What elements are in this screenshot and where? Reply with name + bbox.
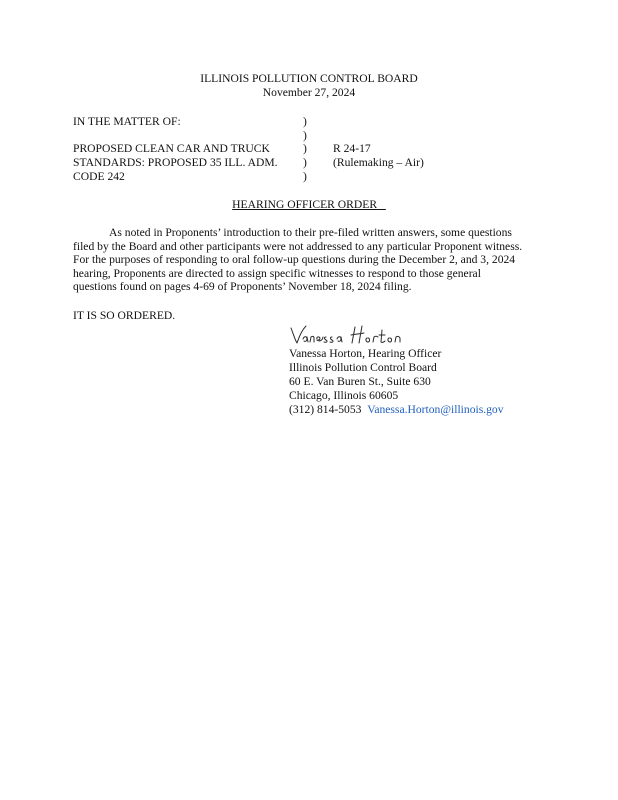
- body-line: questions found on pages 4-69 of Proponents’ November 18, 2024 filing.: [73, 280, 412, 293]
- proceeding-type: (Rulemaking – Air): [333, 156, 424, 169]
- signer-name-title: Vanessa Horton, Hearing Officer: [289, 347, 442, 360]
- order-title: [0, 198, 618, 212]
- signer-phone: (312) 814-5053: [289, 403, 362, 416]
- caption-paren: ): [303, 156, 307, 169]
- docket-number: R 24-17: [333, 142, 371, 155]
- caption-paren: ): [303, 129, 307, 142]
- caption-paren: ): [303, 170, 307, 183]
- signer-address-line-2: Chicago, Illinois 60605: [289, 389, 399, 402]
- body-line: hearing, Proponents are directed to assign specific witnesses to respond to those general: [73, 266, 481, 280]
- signer-email-link[interactable]: Vanessa.Horton@illinois.gov: [367, 403, 504, 416]
- body-line: For the purposes of responding to oral follow-up questions during the December 2, and 3, 2024: [73, 253, 516, 266]
- caption-paren: ): [303, 142, 307, 155]
- signer-address-line-1: 60 E. Van Buren St., Suite 630: [289, 375, 431, 388]
- caption-title-line-2: STANDARDS: PROPOSED 35 ILL. ADM.: [73, 156, 278, 169]
- order-date: November 27, 2024: [262, 86, 356, 99]
- signer-contact: [289, 403, 504, 417]
- agency-heading: ILLINOIS POLLUTION CONTROL BOARD: [200, 72, 418, 85]
- handwritten-signature: [289, 323, 414, 347]
- caption-title-line-1: PROPOSED CLEAN CAR AND TRUCK: [73, 142, 270, 155]
- caption-paren: ): [303, 115, 307, 128]
- signer-organization: Illinois Pollution Control Board: [289, 361, 437, 374]
- order-title-text: HEARING OFFICER ORDER: [232, 198, 378, 211]
- order-body: [73, 226, 553, 294]
- caption-matter: IN THE MATTER OF:: [73, 115, 181, 128]
- body-line: filed by the Board and other participants were not addressed to any particular Proponent witness.: [73, 239, 523, 253]
- body-line: As noted in Proponents’ introduction to their pre-filed written answers, some questions: [109, 226, 512, 239]
- so-ordered: IT IS SO ORDERED.: [73, 309, 176, 322]
- caption-title-line-3: CODE 242: [73, 170, 125, 183]
